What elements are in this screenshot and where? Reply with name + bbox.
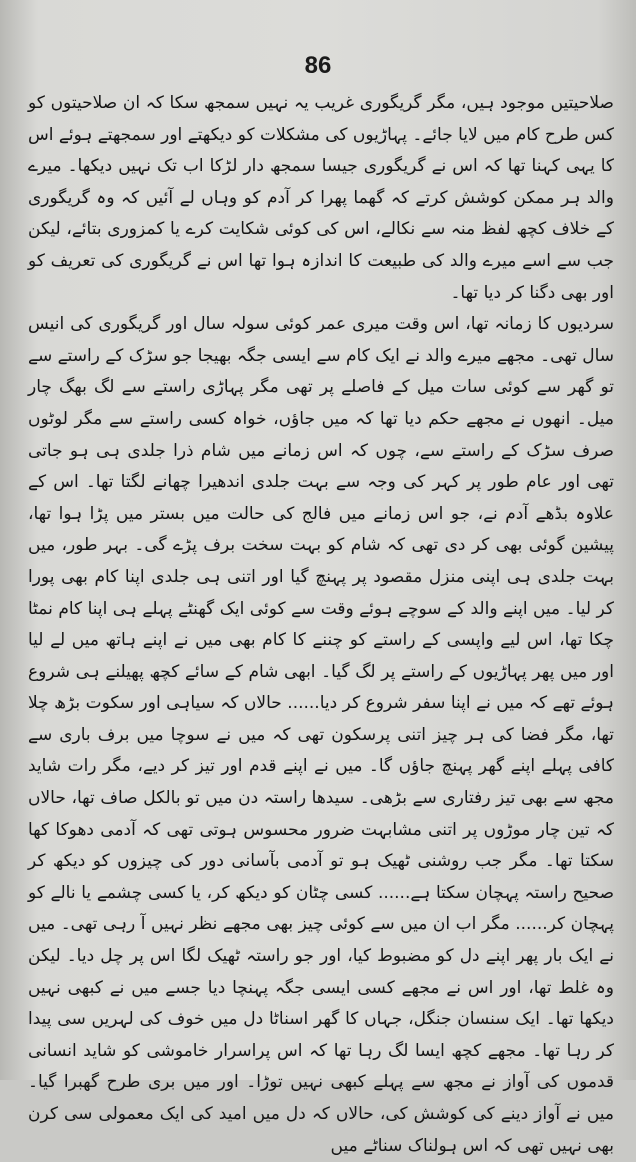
paragraph-1: صلاحیتیں موجود ہیں، مگر گریگوری غریب یہ نہیں سمجھ سکا کہ ان صلاحیتوں کو کس طرح کام میں لایا جائے۔ پہاڑیوں کی مشکلات کو دیکھتے اور سمجھتے ہوئے اس کا یہی کہنا تھا کہ اس نے گریگوری جیسا سمجھ دار لڑکا اب تک نہیں دیکھا۔ میرے والد ہر ممکن کوشش کرتے کہ گھما پھرا کر آدم کو وہاں لے آئیں کہ وہ گریگوری کے خلاف کچھ لفظ منہ سے نکالے، اس کی کوئی شکایت کرے یا کمزوری بتائے، لیکن جب سے اسے میرے والد کی طبیعت کا اندازہ ہوا تھا اس نے گریگوری کی تعریف کو اور بھی دگنا کر دیا تھا۔ bbox=[28, 93, 614, 303]
page-body bbox=[28, 88, 614, 1162]
paragraph-2: سردیوں کا زمانہ تھا، اس وقت میری عمر کوئی سولہ سال اور گریگوری کی انیس سال تھی۔ مجھے میرے والد نے ایک کام سے ایسی جگہ بھیجا جو سڑک کے راستے سے تو گھر سے کوئی سات میل کے فاصلے پر تھی مگر پہاڑی راستے سے لگ بھگ چار میل۔ انھوں نے مجھے حکم دیا تھا کہ میں جاؤں، خواہ کسی راستے سے مگر لوٹوں صرف سڑک کے راستے سے، چوں کہ اس زمانے میں شام ذرا جلدی ہی ہو جاتی تھی اور عام طور پر کہر کی وجہ سے بہت جلدی اندھیرا چھانے لگتا تھا۔ اس کے علاوہ بڈھے آدم نے، جو اس زمانے میں فالج کی حالت میں بستر میں پڑا ہوا تھا، پیشین گوئی بھی کر دی تھی کہ شام کو بہت سخت برف پڑے گی۔ بہر طور، میں بہت جلدی ہی اپنی منزل مقصود پر پہنچ گیا اور اتنی ہی جلدی اپنا کام بھی پورا کر لیا۔ میں اپنے والد کے سوچے ہوئے وقت سے کوئی ایک گھنٹے پہلے ہی اپنا کام نمٹا چکا تھا، اس لیے واپسی کے راستے کو چننے کا کام بھی میں نے اپنے ہاتھ میں لے لیا اور میں پھر پہاڑیوں کے راستے پر لگ گیا۔ ابھی شام کے سائے کچھ پھیلنے ہی شروع ہوئے تھے کہ میں نے اپنا سفر شروع کر دیا...... حالاں کہ سیاہی اور سکوت بڑھ چلا تھا، مگر فضا کی ہر چیز اتنی پرسکون تھی کہ میں نے سوچا میں برف باری سے کافی پہلے اپنے گھر پہنچ جاؤں گا۔ میں نے اپنے قدم اور تیز کر دیے، مگر رات شاید مجھ سے بھی تیز رفتاری سے بڑھی۔ سیدھا راستہ دن میں تو بالکل صاف تھا، حالاں کہ تین چار موڑوں پر اتنی مشابہت ضرور محسوس ہوتی تھی کہ آدمی دھوکا کھا سکتا تھا۔ مگر جب روشنی ٹھیک ہو تو آدمی بآسانی دور کی چیزوں کو دیکھ کر صحیح راستہ پہچان سکتا ہے...... کسی چٹان کو دیکھ کر، یا کسی چشمے یا نالے کو پہچان کر...... مگر اب ان میں سے کوئی چیز بھی مجھے نظر نہیں آ رہی تھی۔ میں نے ایک بار پھر اپنے دل کو مضبوط کیا، اور جو راستہ ٹھیک لگا اس پر چل دیا۔ لیکن وہ غلط تھا، اور اس نے مجھے کسی ایسی جگہ پہنچا دیا جسے میں نے کبھی نہیں دیکھا تھا۔ ایک سنسان جنگل، جہاں کا گھر اسناٹا دل میں خوف کی لہریں سی پیدا کر رہا تھا۔ مجھے کچھ ایسا لگ رہا تھا کہ اس پراسرار خاموشی کو شاید انسانی قدموں کی آواز نے مجھ سے پہلے کبھی نہیں توڑا۔ اور میں بری طرح گھبرا گیا۔ میں نے آواز دینے کی کوشش کی، حالاں کہ دل میں امید کی ایک معمولی سی کرن بھی نہیں تھی کہ اس ہولناک سناٹے میں bbox=[28, 314, 614, 1156]
page-number: 86 bbox=[304, 52, 332, 79]
